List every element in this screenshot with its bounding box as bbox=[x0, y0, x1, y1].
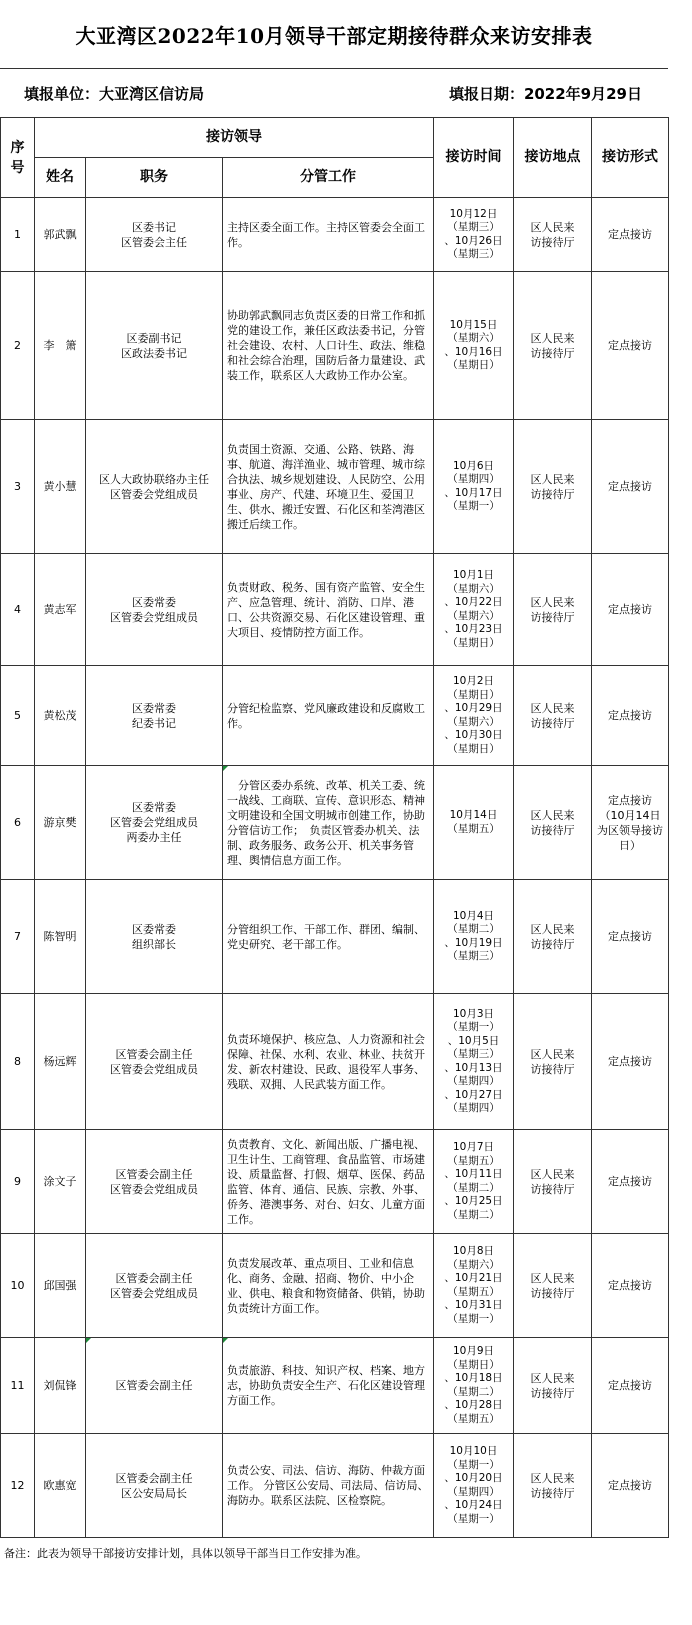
row-place: 区人民来访接待厅 bbox=[514, 272, 592, 420]
row-time: 10月7日 （星期五） 、10月11日 （星期二） 、10月25日 （星期二） bbox=[434, 1130, 514, 1234]
row-place: 区人民来访接待厅 bbox=[514, 1130, 592, 1234]
schedule-rows bbox=[1, 198, 669, 1538]
table-row bbox=[1, 666, 669, 766]
row-form: 定点接访 bbox=[592, 272, 669, 420]
col-form-header: 接访形式 bbox=[592, 118, 669, 198]
row-name: 黄志军 bbox=[35, 554, 86, 666]
schedule-table bbox=[0, 117, 669, 1538]
table-row bbox=[1, 880, 669, 994]
row-duty: 负责国土资源、交通、公路、铁路、海事、航道、海洋渔业、城市管理、城市综合执法、城乡规划建设、人民防空、公用事业、房产、代建、环境卫生、爱国卫生、供水、搬迁安置、石化区和荃湾港区搬迁后续工作。 bbox=[223, 420, 434, 554]
row-seq: 6 bbox=[1, 766, 35, 880]
row-time: 10月14日 （星期五） bbox=[434, 766, 514, 880]
row-seq: 1 bbox=[1, 198, 35, 272]
row-position: 区管委会副主任 区管委会党组成员 bbox=[86, 994, 223, 1130]
row-time: 10月3日 （星期一） 、10月5日 （星期三） 、10月13日 （星期四） 、10月27日 （星期四） bbox=[434, 994, 514, 1130]
row-position: 区管委会副主任 bbox=[86, 1338, 223, 1434]
row-position: 区管委会副主任 区公安局局长 bbox=[86, 1434, 223, 1538]
row-name: 欧惠宽 bbox=[35, 1434, 86, 1538]
row-duty: 协助郭武飘同志负责区委的日常工作和抓党的建设工作，兼任区政法委书记，分管社会建设、农村、人口计生、政法、维稳和社会综合治理，国防后备力量建设、武装工作，联系区人大政协工作办公室。 bbox=[223, 272, 434, 420]
row-place: 区人民来访接待厅 bbox=[514, 766, 592, 880]
row-place: 区人民来访接待厅 bbox=[514, 994, 592, 1130]
row-name: 游京樊 bbox=[35, 766, 86, 880]
row-name: 郭武飘 bbox=[35, 198, 86, 272]
col-duty-header: 分管工作 bbox=[223, 158, 434, 198]
row-name: 杨远辉 bbox=[35, 994, 86, 1130]
row-duty: 负责财政、税务、国有资产监管、安全生产、应急管理、统计、消防、口岸、港口、公共资源交易、石化区建设管理、重大项目、疫情防控方面工作。 bbox=[223, 554, 434, 666]
table-row bbox=[1, 1234, 669, 1338]
table-row bbox=[1, 272, 669, 420]
row-duty: 负责教育、文化、新闻出版、广播电视、卫生计生、工商管理、食品监管、市场建设、质量监督、打假、烟草、医保、药品监管、体育、通信、民族、宗教、外事、侨务、港澳事务、对台、妇女、儿童方面工作。 bbox=[223, 1130, 434, 1234]
row-time: 10月6日 （星期四） 、10月17日 （星期一） bbox=[434, 420, 514, 554]
row-duty: 分管纪检监察、党风廉政建设和反腐败工作。 bbox=[223, 666, 434, 766]
row-name: 邱国强 bbox=[35, 1234, 86, 1338]
row-time: 10月8日 （星期六） 、10月21日 （星期五） 、10月31日 （星期一） bbox=[434, 1234, 514, 1338]
row-seq: 8 bbox=[1, 994, 35, 1130]
row-name: 刘侃锋 bbox=[35, 1338, 86, 1434]
table-row bbox=[1, 420, 669, 554]
report-unit: 填报单位：大亚湾区信访局 bbox=[24, 84, 205, 103]
col-seq-header: 序号 bbox=[1, 118, 35, 198]
row-seq: 10 bbox=[1, 1234, 35, 1338]
row-form: 定点接访 bbox=[592, 554, 669, 666]
row-duty: 负责发展改革、重点项目、工业和信息化、商务、金融、招商、物价、中小企业、供电、粮食和物资储备、供销，协助负责统计方面工作。 bbox=[223, 1234, 434, 1338]
row-duty: 分管区委办系统、改革、机关工委、统一战线、工商联、宣传、意识形态、精神文明建设和全国文明城市创建工作，协助分管信访工作； 负责区管委办机关、法制、政务服务、政务公开、机关事务管理、舆情信息方面工作。 bbox=[223, 766, 434, 880]
table-row bbox=[1, 1130, 669, 1234]
table-row bbox=[1, 766, 669, 880]
row-form: 定点接访 bbox=[592, 1338, 669, 1434]
row-seq: 2 bbox=[1, 272, 35, 420]
col-time-header: 接访时间 bbox=[434, 118, 514, 198]
row-position: 区委常委 区管委会党组成员 两委办主任 bbox=[86, 766, 223, 880]
row-time: 10月1日 （星期六） 、10月22日 （星期六） 、10月23日 （星期日） bbox=[434, 554, 514, 666]
table-row bbox=[1, 1338, 669, 1434]
row-form: 定点接访 bbox=[592, 994, 669, 1130]
row-place: 区人民来访接待厅 bbox=[514, 420, 592, 554]
row-duty: 负责环境保护、核应急、人力资源和社会保障、社保、水利、农业、林业、扶贫开发、新农村建设、民政、退役军人事务、残联、双拥、人民武装方面工作。 bbox=[223, 994, 434, 1130]
row-place: 区人民来访接待厅 bbox=[514, 880, 592, 994]
row-time: 10月15日 （星期六） 、10月16日 （星期日） bbox=[434, 272, 514, 420]
col-place-header: 接访地点 bbox=[514, 118, 592, 198]
row-time: 10月10日 （星期一） 、10月20日 （星期四） 、10月24日 （星期一） bbox=[434, 1434, 514, 1538]
row-place: 区人民来访接待厅 bbox=[514, 666, 592, 766]
col-position-header: 职务 bbox=[86, 158, 223, 198]
row-position: 区委常委 组织部长 bbox=[86, 880, 223, 994]
row-form: 定点接访 bbox=[592, 666, 669, 766]
table-row bbox=[1, 198, 669, 272]
report-info bbox=[0, 68, 668, 117]
row-duty: 主持区委全面工作。主持区管委会全面工作。 bbox=[223, 198, 434, 272]
table-row bbox=[1, 554, 669, 666]
row-seq: 11 bbox=[1, 1338, 35, 1434]
row-duty: 负责公安、司法、信访、海防、仲裁方面工作。 分管区公安局、司法局、信访局、海防办。联系区法院、区检察院。 bbox=[223, 1434, 434, 1538]
col-leader-group-header: 接访领导 bbox=[35, 118, 434, 158]
row-place: 区人民来访接待厅 bbox=[514, 1434, 592, 1538]
row-position: 区委常委 纪委书记 bbox=[86, 666, 223, 766]
row-seq: 9 bbox=[1, 1130, 35, 1234]
row-position: 区管委会副主任 区管委会党组成员 bbox=[86, 1130, 223, 1234]
row-seq: 5 bbox=[1, 666, 35, 766]
row-form: 定点接访 bbox=[592, 880, 669, 994]
row-form: 定点接访 bbox=[592, 420, 669, 554]
row-place: 区人民来访接待厅 bbox=[514, 198, 592, 272]
row-name: 陈智明 bbox=[35, 880, 86, 994]
table-row bbox=[1, 1434, 669, 1538]
row-name: 黄松茂 bbox=[35, 666, 86, 766]
row-place: 区人民来访接待厅 bbox=[514, 1234, 592, 1338]
row-seq: 12 bbox=[1, 1434, 35, 1538]
row-duty: 负责旅游、科技、知识产权、档案、地方志，协助负责安全生产、石化区建设管理方面工作。 bbox=[223, 1338, 434, 1434]
row-name: 李 箫 bbox=[35, 272, 86, 420]
report-date: 填报日期：2022年9月29日 bbox=[448, 84, 642, 103]
row-seq: 3 bbox=[1, 420, 35, 554]
col-name-header: 姓名 bbox=[35, 158, 86, 198]
row-position: 区委副书记 区政法委书记 bbox=[86, 272, 223, 420]
row-form: 定点接访（10月14日为区领导接访日） bbox=[592, 766, 669, 880]
row-name: 黄小慧 bbox=[35, 420, 86, 554]
row-position: 区管委会副主任 区管委会党组成员 bbox=[86, 1234, 223, 1338]
row-position: 区委常委 区管委会党组成员 bbox=[86, 554, 223, 666]
row-position: 区人大政协联络办主任 区管委会党组成员 bbox=[86, 420, 223, 554]
row-form: 定点接访 bbox=[592, 198, 669, 272]
row-duty: 分管组织工作、干部工作、群团、编制、党史研究、老干部工作。 bbox=[223, 880, 434, 994]
row-time: 10月2日 （星期日） 、10月29日 （星期六） 、10月30日 （星期日） bbox=[434, 666, 514, 766]
row-time: 10月9日 （星期日） 、10月18日 （星期二） 、10月28日 （星期五） bbox=[434, 1338, 514, 1434]
row-seq: 7 bbox=[1, 880, 35, 994]
row-name: 涂文子 bbox=[35, 1130, 86, 1234]
row-time: 10月4日 （星期二） 、10月19日 （星期三） bbox=[434, 880, 514, 994]
row-form: 定点接访 bbox=[592, 1234, 669, 1338]
row-seq: 4 bbox=[1, 554, 35, 666]
footnote: 备注：此表为领导干部接访安排计划，具体以领导干部当日工作安排为准。 bbox=[4, 1547, 367, 1560]
row-form: 定点接访 bbox=[592, 1434, 669, 1538]
row-place: 区人民来访接待厅 bbox=[514, 554, 592, 666]
table-row bbox=[1, 994, 669, 1130]
page-title: 大亚湾区2022年10月领导干部定期接待群众来访安排表 bbox=[75, 23, 593, 48]
row-time: 10月12日 （星期三） 、10月26日 （星期三） bbox=[434, 198, 514, 272]
row-form: 定点接访 bbox=[592, 1130, 669, 1234]
row-place: 区人民来访接待厅 bbox=[514, 1338, 592, 1434]
row-position: 区委书记 区管委会主任 bbox=[86, 198, 223, 272]
